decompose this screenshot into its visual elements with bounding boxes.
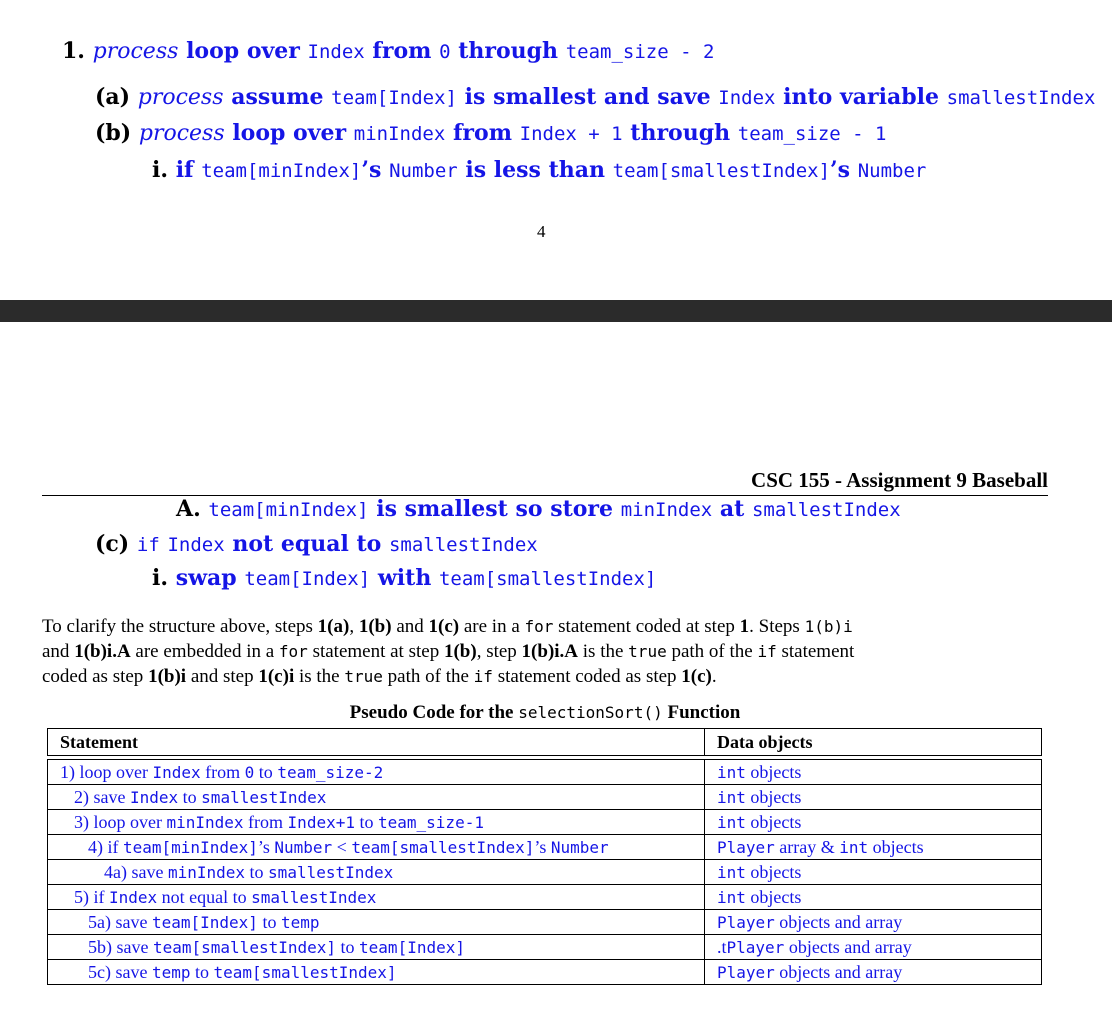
step-1c: (c) if Index not equal to smallestIndex [95,531,538,557]
data-objects-cell: int objects [705,760,1042,785]
paragraph-line-2: and 1(b)i.A are embedded in a for statement at step 1(b), step 1(b)i.A is the true path of the if statement [42,641,855,662]
step-1b-i-A: A. team[minIndex] is smallest so store minIndex at smallestIndex [176,496,901,522]
table-header-row [48,729,1042,756]
table-row [48,785,1042,810]
header-statement: Statement [48,729,705,756]
data-objects-cell: int objects [705,810,1042,835]
table-row [48,810,1042,835]
data-objects-cell: int objects [705,785,1042,810]
data-objects-cell: Player objects and array [705,910,1042,935]
table-row [48,910,1042,935]
statement-cell: 5a) save team[Index] to temp [48,910,705,935]
table-row [48,885,1042,910]
page-header [42,468,1048,496]
page-separator [0,300,1112,322]
statement-cell: 5) if Index not equal to smallestIndex [48,885,705,910]
table-body [48,760,1042,985]
header-data-objects: Data objects [705,729,1042,756]
data-objects-cell: int objects [705,860,1042,885]
table-row [48,860,1042,885]
step-1a: (a) process assume team[Index] is smallest and save Index into variable smallestIndex [95,84,1096,110]
statement-cell: 5b) save team[smallestIndex] to team[Index] [48,935,705,960]
table-row [48,835,1042,860]
data-objects-cell: Player objects and array [705,960,1042,985]
step-1b: (b) process loop over minIndex from Index + 1 through team_size - 1 [95,120,887,146]
table-row [48,960,1042,985]
data-objects-cell: Player array & int objects [705,835,1042,860]
statement-cell: 2) save Index to smallestIndex [48,785,705,810]
data-objects-cell: int objects [705,885,1042,910]
step-1b-i: i. if team[minIndex]’s Number is less than team[smallestIndex]’s Number [152,157,927,183]
statement-cell: 5c) save temp to team[smallestIndex] [48,960,705,985]
statement-cell: 1) loop over Index from 0 to team_size-2 [48,760,705,785]
data-objects-cell: .tPlayer objects and array [705,935,1042,960]
header-title: CSC 155 - Assignment 9 Baseball [751,468,1048,492]
clarification-paragraph [42,614,1048,689]
statement-cell: 3) loop over minIndex from Index+1 to team_size-1 [48,810,705,835]
paragraph-line-3: coded as step 1(b)i and step 1(c)i is the true path of the if statement coded as step 1(c). [42,666,717,687]
table-row [48,935,1042,960]
step-1c-i: i. swap team[Index] with team[smallestIndex] [152,565,657,591]
page-number: 4 [537,222,546,241]
pseudo-code-table [47,728,1042,985]
paragraph-line-1: To clarify the structure above, steps 1(a), 1(b) and 1(c) are in a for statement coded at step 1. Steps 1(b)i [42,616,853,637]
statement-cell: 4) if team[minIndex]’s Number < team[smallestIndex]’s Number [48,835,705,860]
table-row [48,760,1042,785]
statement-cell: 4a) save minIndex to smallestIndex [48,860,705,885]
step-1: 1. process loop over Index from 0 through team_size - 2 [62,38,715,64]
table-caption: Pseudo Code for the selectionSort() Function [349,702,741,723]
